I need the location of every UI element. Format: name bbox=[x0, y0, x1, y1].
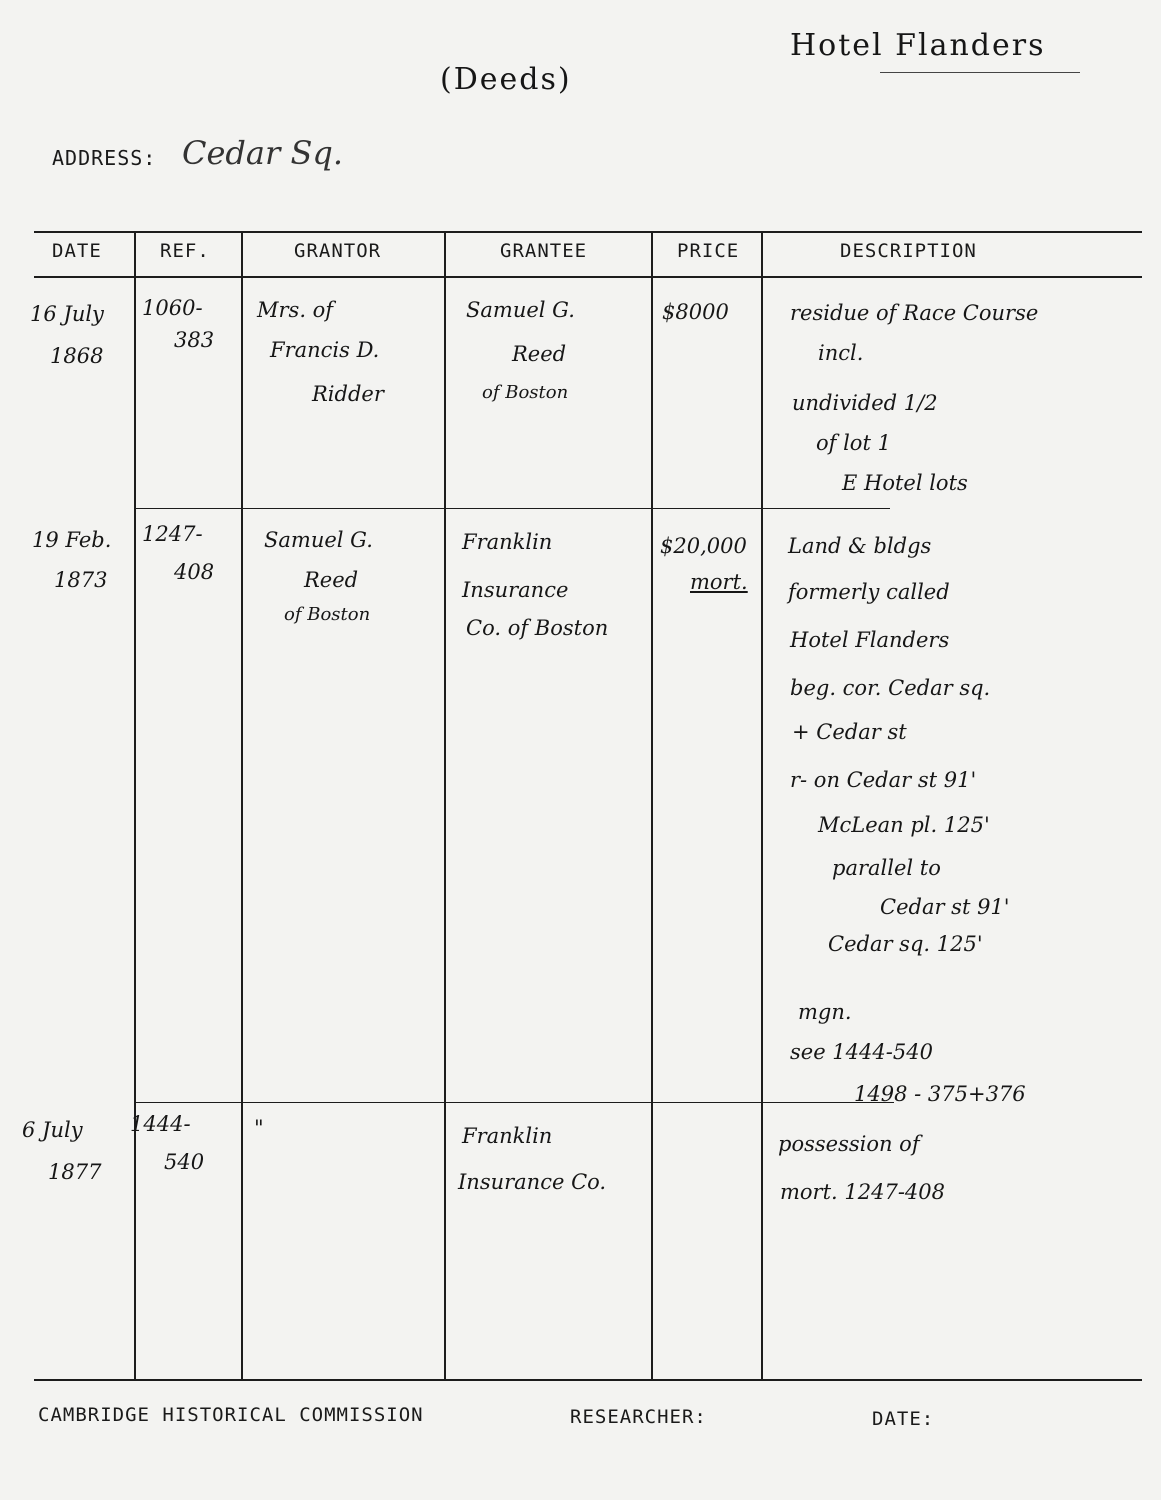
row2-desc-13: 1498 - 375+376 bbox=[854, 1082, 1026, 1106]
table-top-border bbox=[34, 231, 1142, 233]
header-ref: REF. bbox=[160, 240, 210, 262]
row1-grantor-3: Ridder bbox=[312, 382, 384, 406]
header-description: DESCRIPTION bbox=[840, 240, 977, 262]
row1-grantor-1: Mrs. of bbox=[257, 298, 334, 322]
row1-grantee-2: Reed bbox=[512, 342, 567, 366]
col-divider-3 bbox=[444, 231, 446, 1379]
row1-date-year: 1868 bbox=[50, 344, 104, 368]
row3-desc-2: mort. 1247-408 bbox=[780, 1180, 946, 1204]
row2-desc-2: formerly called bbox=[788, 580, 950, 604]
row2-desc-7: McLean pl. 125' bbox=[818, 813, 990, 837]
row1-grantee-3: of Boston bbox=[482, 382, 569, 403]
researcher-label: RESEARCHER: bbox=[570, 1406, 707, 1428]
row2-ref-page: 408 bbox=[174, 560, 215, 584]
row2-grantee-2: Insurance bbox=[462, 578, 569, 602]
row1-ref-page: 383 bbox=[174, 328, 215, 352]
row3-ref-book: 1444- bbox=[130, 1112, 191, 1136]
row3-grantee-2: Insurance Co. bbox=[458, 1170, 607, 1194]
row2-desc-12: see 1444-540 bbox=[790, 1040, 933, 1064]
row2-desc-6: r- on Cedar st 91' bbox=[790, 768, 977, 792]
row2-desc-3: Hotel Flanders bbox=[790, 628, 950, 652]
row1-desc-3: undivided 1/2 bbox=[792, 391, 938, 415]
row2-grantor-2: Reed bbox=[304, 568, 359, 592]
table-bottom-border bbox=[34, 1379, 1142, 1381]
row3-desc-1: possession of bbox=[778, 1132, 920, 1156]
header-grantor: GRANTOR bbox=[294, 240, 382, 262]
row-divider-2 bbox=[134, 1102, 894, 1103]
row-divider-1 bbox=[134, 508, 890, 509]
address-value: Cedar Sq. bbox=[182, 134, 344, 172]
row3-grantee-1: Franklin bbox=[462, 1124, 553, 1148]
row1-desc-4: of lot 1 bbox=[816, 431, 891, 455]
date-label: DATE: bbox=[872, 1408, 935, 1430]
header-date: DATE bbox=[52, 240, 102, 262]
row3-grantor-ditto: " bbox=[254, 1116, 264, 1140]
row2-grantee-3: Co. of Boston bbox=[466, 616, 609, 640]
row1-date-day: 16 July bbox=[30, 302, 104, 326]
row1-ref-book: 1060- bbox=[142, 296, 203, 320]
header-price: PRICE bbox=[677, 240, 740, 262]
row3-ref-page: 540 bbox=[164, 1150, 205, 1174]
row2-desc-1: Land & bldgs bbox=[788, 534, 932, 558]
col-divider-2 bbox=[241, 231, 243, 1379]
row1-desc-5: E Hotel lots bbox=[842, 471, 968, 495]
row2-desc-9: Cedar st 91' bbox=[880, 895, 1010, 919]
deeds-note: (Deeds) bbox=[440, 62, 572, 97]
row2-grantee-1: Franklin bbox=[462, 530, 553, 554]
row1-desc-1: residue of Race Course bbox=[790, 301, 1039, 325]
row2-desc-10: Cedar sq. 125' bbox=[828, 932, 983, 956]
row1-grantor-2: Francis D. bbox=[270, 338, 380, 362]
commission-name: CAMBRIDGE HISTORICAL COMMISSION bbox=[38, 1404, 424, 1426]
row2-grantor-1: Samuel G. bbox=[264, 528, 373, 552]
hotel-name-underline bbox=[880, 72, 1080, 73]
header-grantee: GRANTEE bbox=[500, 240, 588, 262]
row1-desc-2: incl. bbox=[818, 341, 864, 365]
row2-ref-book: 1247- bbox=[142, 522, 203, 546]
row2-date-year: 1873 bbox=[54, 568, 108, 592]
row2-grantor-3: of Boston bbox=[284, 604, 371, 625]
col-divider-4 bbox=[651, 231, 653, 1379]
row3-date-year: 1877 bbox=[48, 1160, 102, 1184]
row2-price: $20,000 bbox=[660, 534, 747, 558]
row2-desc-8: parallel to bbox=[832, 856, 941, 880]
row2-desc-11: mgn. bbox=[798, 1000, 852, 1024]
row3-date-day: 6 July bbox=[22, 1118, 83, 1142]
hotel-name-note: Hotel Flanders bbox=[790, 28, 1046, 63]
row2-desc-4: beg. cor. Cedar sq. bbox=[790, 676, 991, 700]
col-divider-1 bbox=[134, 231, 136, 1379]
row2-date-day: 19 Feb. bbox=[32, 528, 112, 552]
row2-price-note: mort. bbox=[690, 570, 748, 594]
row1-price: $8000 bbox=[662, 300, 729, 324]
address-label: ADDRESS: bbox=[52, 146, 157, 170]
table-header-divider bbox=[34, 276, 1142, 278]
row2-desc-5: + Cedar st bbox=[792, 720, 907, 744]
col-divider-5 bbox=[761, 231, 763, 1379]
row1-grantee-1: Samuel G. bbox=[466, 298, 575, 322]
